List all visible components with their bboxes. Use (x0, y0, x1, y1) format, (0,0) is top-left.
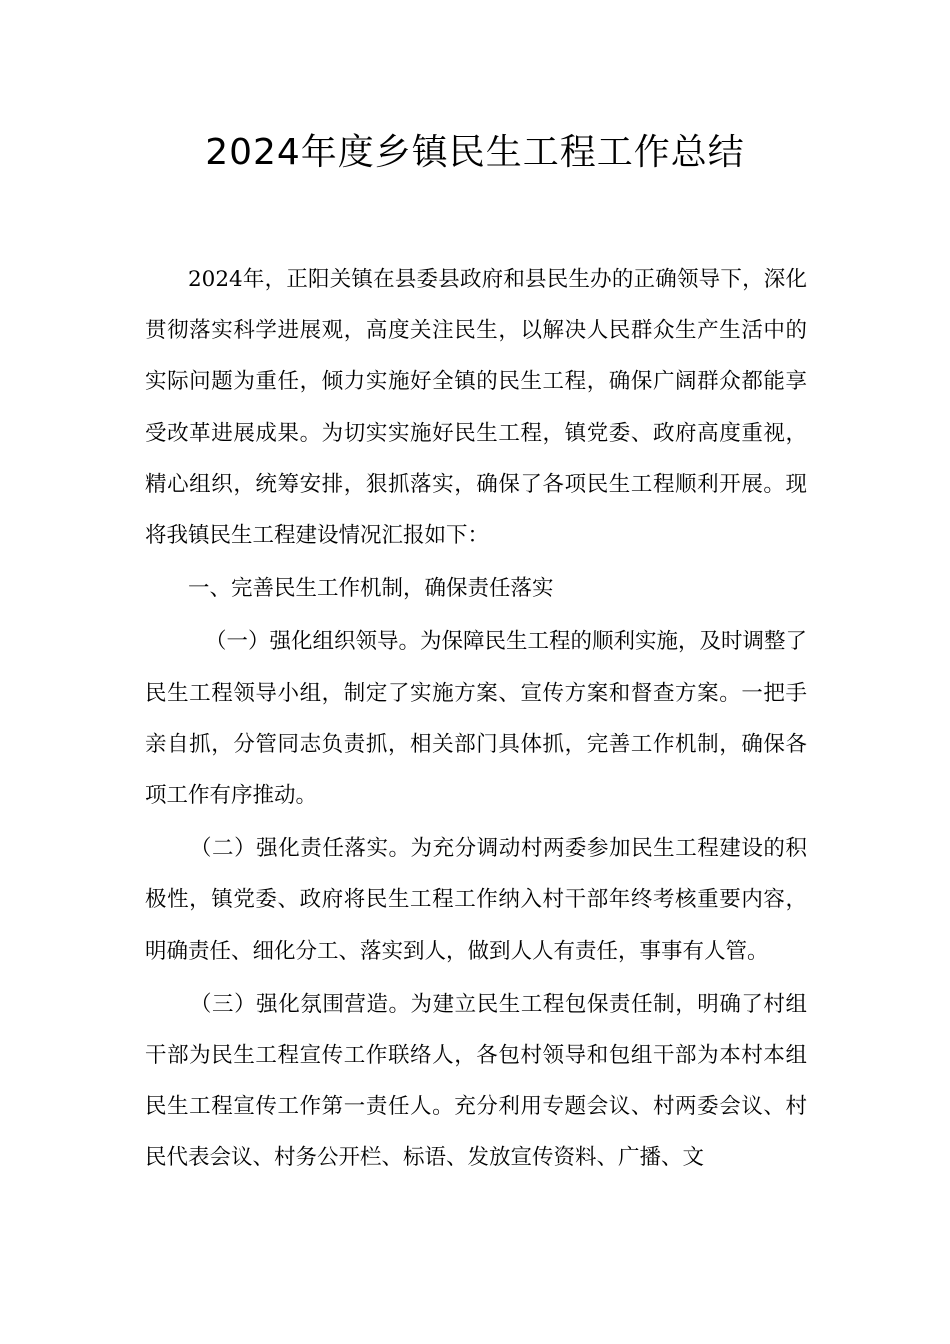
subsection-paragraph-1: （一）强化组织领导。为保障民生工程的顺利实施，及时调整了民生工程领导小组，制定了实施方案、宣传方案和督查方案。一把手亲自抓，分管同志负责抓，相关部门具体抓，完善工作机制，确保各项工作有序推动。 (145, 629, 808, 809)
document-body (145, 254, 807, 1184)
intro-paragraph: 2024年，正阳关镇在县委县政府和县民生办的正确领导下，深化贯彻落实科学进展观，高度关注民生，以解决人民群众生产生活中的实际问题为重任，倾力实施好全镇的民生工程，确保广阔群众都能享受改革进展成果。为切实实施好民生工程，镇党委、政府高度重视，精心组织，统筹安排，狠抓落实，确保了各项民生工程顺利开展。现将我镇民生工程建设情况汇报如下： (145, 267, 807, 549)
subsection-paragraph-3: （三）强化氛围营造。为建立民生工程包保责任制，明确了村组干部为民生工程宣传工作联络人，各包村领导和包组干部为本村本组民生工程宣传工作第一责任人。充分利用专题会议、村两委会议、村民代表会议、村务公开栏、标语、发放宣传资料、广播、文 (145, 991, 807, 1171)
document-title: 2024年度乡镇民生工程工作总结 (205, 132, 745, 173)
subsection-paragraph-2: （二）强化责任落实。为充分调动村两委参加民生工程建设的积极性，镇党委、政府将民生工程工作纳入村干部年终考核重要内容，明确责任、细化分工、落实到人，做到人人有责任，事事有人管。 (145, 836, 807, 964)
section-heading-1: 一、完善民生工作机制，确保责任落实 (188, 576, 554, 602)
